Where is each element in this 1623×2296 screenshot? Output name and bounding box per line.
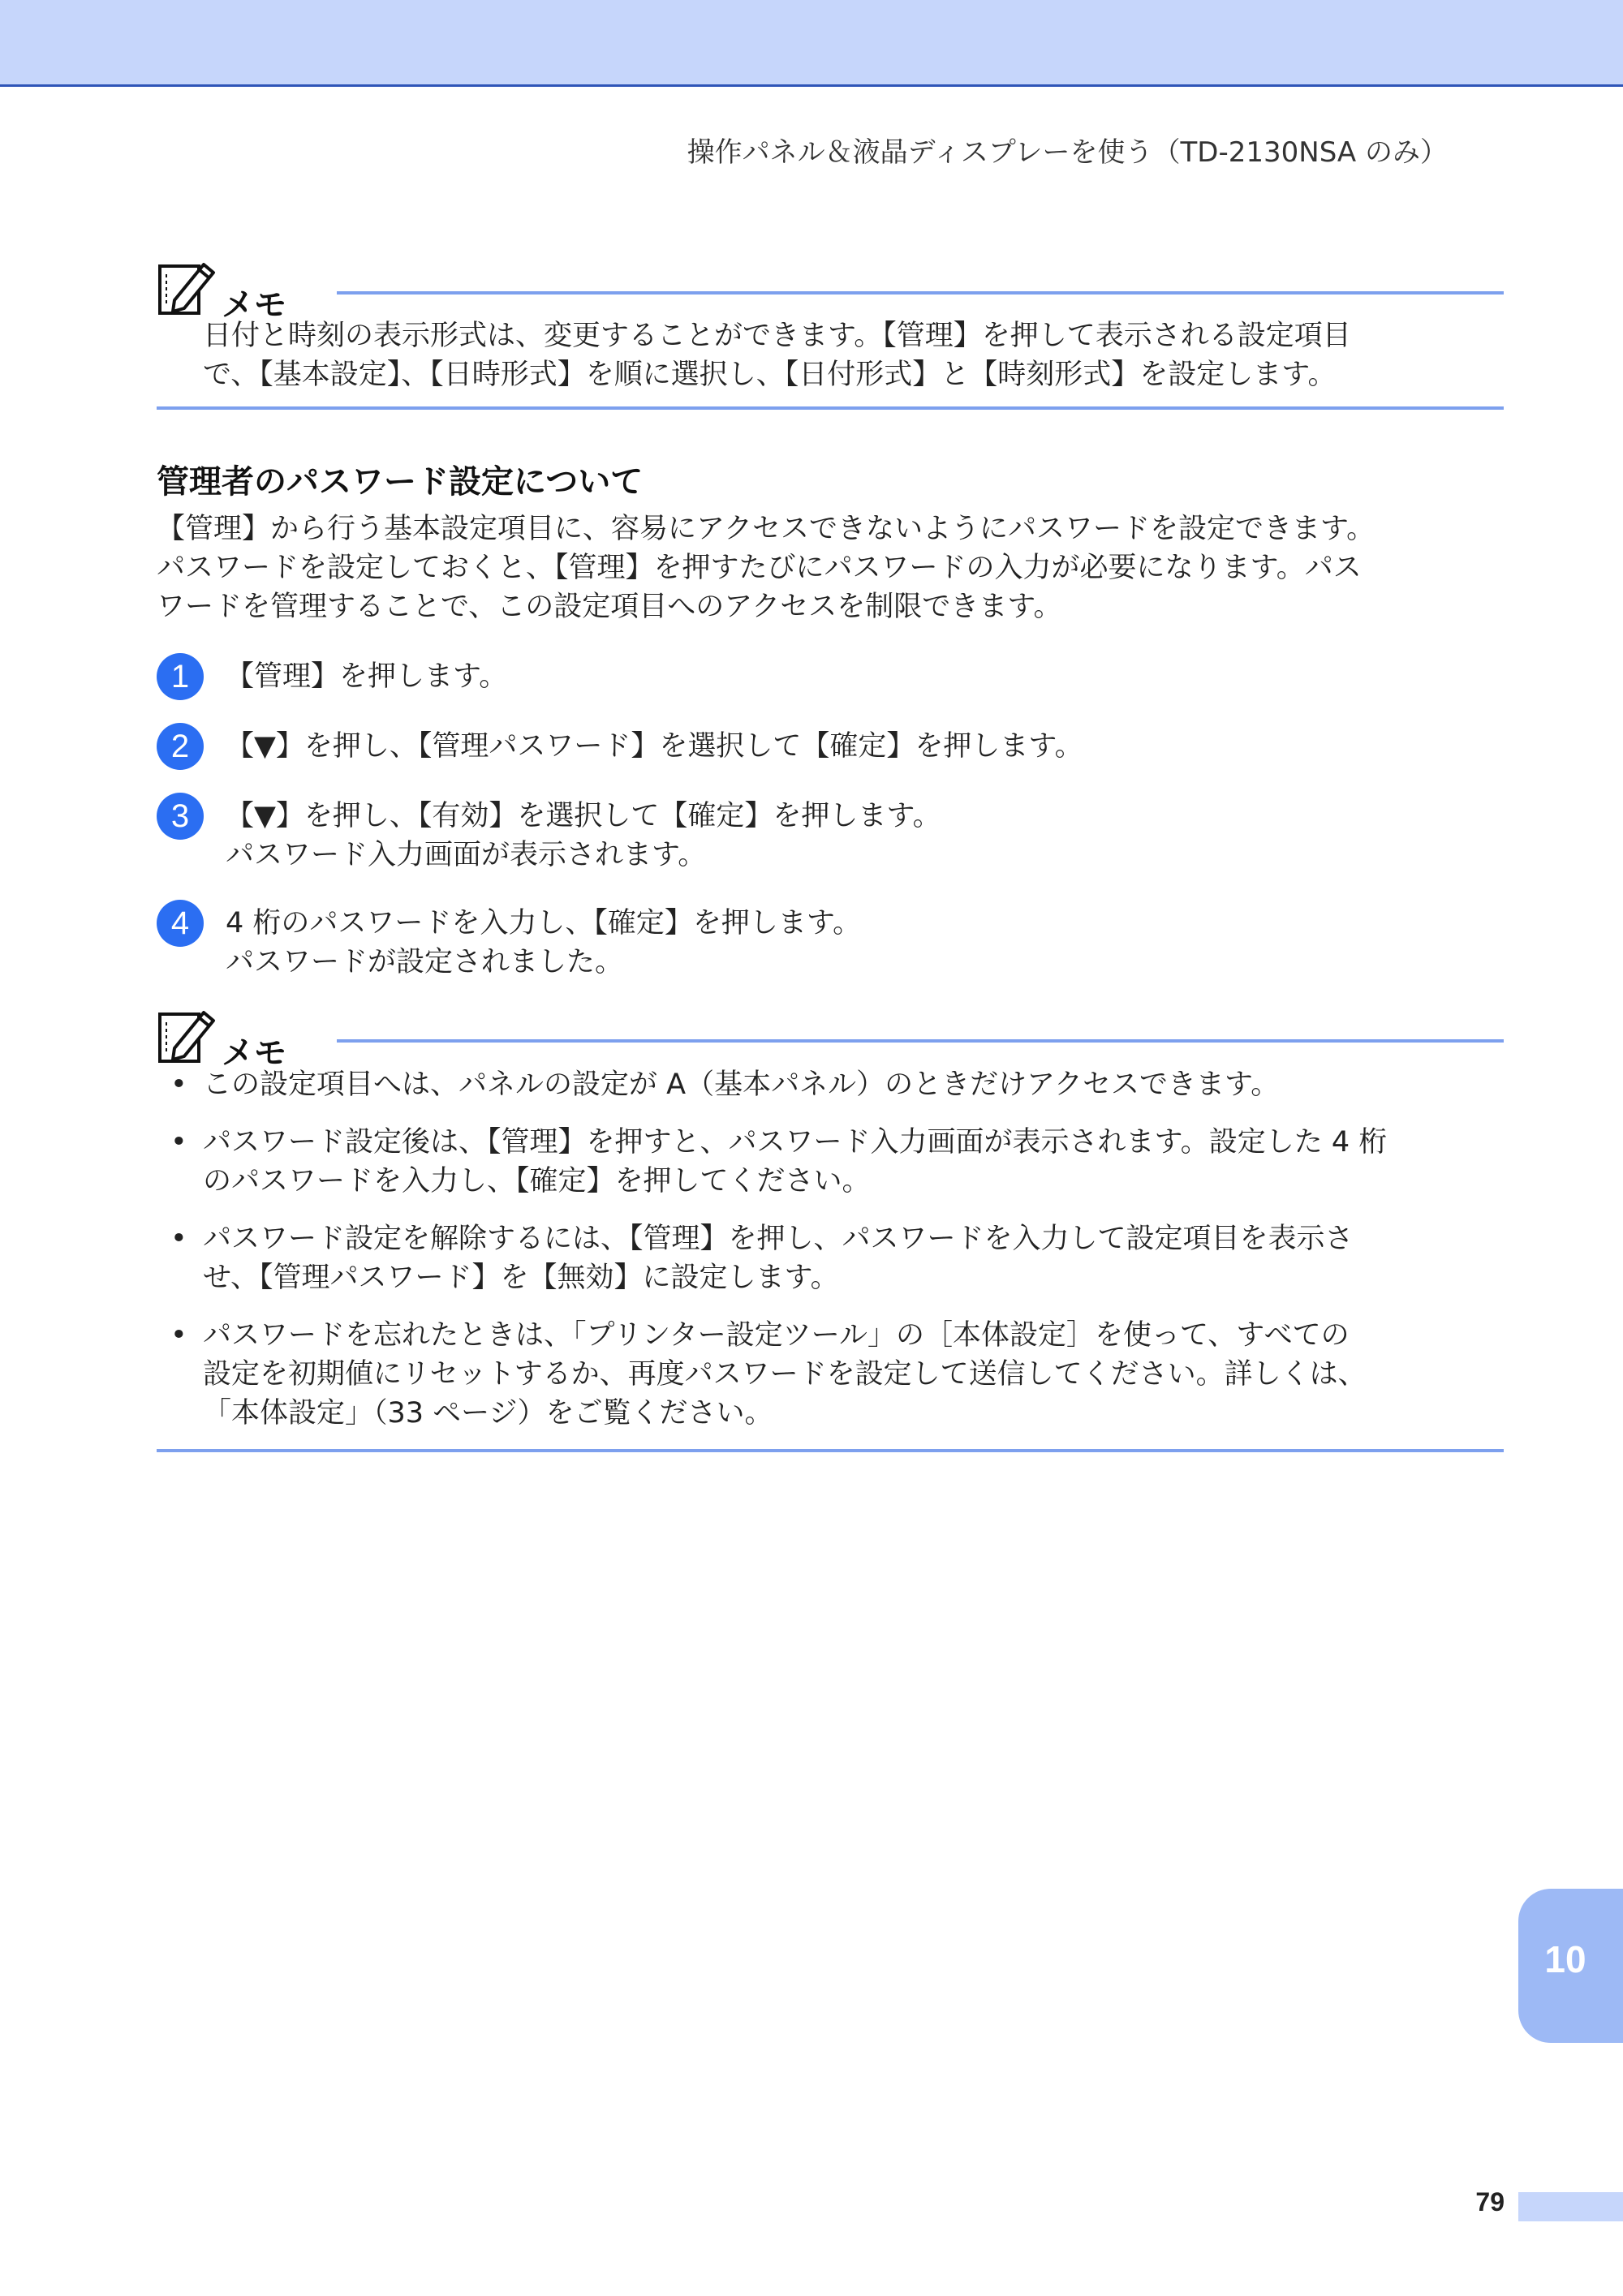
step-number-badge: 4 — [157, 900, 204, 947]
step-line: パスワード入力画面が表示されます。 — [226, 839, 707, 871]
bullet-line: 設定を初期値にリセットするか、再度パスワードを設定して送信してください。詳しくは、 — [203, 1358, 1367, 1391]
bullet-text — [203, 1316, 1509, 1433]
memo-header — [157, 258, 1504, 323]
bullet-text — [203, 1219, 1509, 1297]
intro-paragraph — [157, 510, 1510, 626]
bullet-line: 「本体設定」（33 ページ）をご覧ください。 — [203, 1397, 773, 1430]
memo-text-line: で、【基本設定】、【日時形式】を順に選択し、【日付形式】と【時刻形式】を設定します。 — [203, 359, 1337, 391]
bullet-line: パスワード設定を解除するには、【管理】を押し、パスワードを入力して設定項目を表示さ — [203, 1223, 1354, 1255]
step-number-badge: 2 — [157, 723, 204, 770]
page-number-bar — [1518, 2192, 1623, 2221]
page-number: 79 — [1475, 2187, 1505, 2216]
step-number-badge: 3 — [157, 793, 204, 840]
memo-bottom-rule — [157, 406, 1504, 410]
step-text: 【▼】を押し、【管理パスワード】を選択して【確定】を押します。 — [226, 730, 1083, 763]
bullet-dot: • — [170, 1223, 187, 1255]
step-line: パスワードが設定されました。 — [226, 946, 624, 978]
bullet-line: のパスワードを入力し、【確定】を押してください。 — [203, 1165, 871, 1197]
memo-text-line: 日付と時刻の表示形式は、変更することができます。【管理】を押して表示される設定項目 — [203, 320, 1351, 352]
intro-line: 【管理】から行う基本設定項目に、容易にアクセスできないようにパスワードを設定できます。 — [157, 513, 1375, 545]
step-line: 4 桁のパスワードを入力し、【確定】を押します。 — [226, 907, 862, 939]
memo-rule — [337, 1039, 1504, 1043]
top-header-band — [0, 0, 1623, 87]
memo-pencil-icon — [157, 1006, 220, 1066]
intro-line: ワードを管理することで、この設定項目へのアクセスを制限できます。 — [157, 591, 1062, 623]
bullet-dot: • — [170, 1068, 187, 1101]
step-line: 【▼】を押し、【有効】を選択して【確定】を押します。 — [226, 800, 941, 832]
intro-line: パスワードを設定しておくと、【管理】を押すたびにパスワードの入力が必要になります。パス — [157, 552, 1362, 584]
step-text — [226, 904, 1500, 982]
bullet-text — [203, 1123, 1509, 1201]
section-title: 管理者のパスワード設定について — [157, 463, 644, 501]
memo-header — [157, 1006, 1504, 1071]
memo-rule — [337, 291, 1504, 295]
bullet-line: せ、【管理パスワード】を【無効】に設定します。 — [203, 1262, 839, 1294]
bullet-line: パスワードを忘れたときは、「プリンター設定ツール」の［本体設定］を使って、すべての — [203, 1319, 1350, 1352]
step-number-badge: 1 — [157, 653, 204, 700]
step-text: 【管理】を押します。 — [226, 660, 508, 693]
memo-label: メモ — [222, 1034, 286, 1072]
bullet-line: この設定項目へは、パネルの設定が A（基本パネル）のときだけアクセスできます。 — [203, 1068, 1280, 1101]
bullet-text — [203, 1065, 1509, 1104]
memo-label: メモ — [222, 286, 286, 324]
bullet-line: パスワード設定後は、【管理】を押すと、パスワード入力画面が表示されます。設定した 4 桁 — [203, 1126, 1388, 1159]
step-text — [226, 797, 1500, 875]
memo-bottom-rule — [157, 1449, 1504, 1452]
bullet-dot: • — [170, 1319, 187, 1352]
memo-pencil-icon — [157, 258, 220, 318]
bullet-dot: • — [170, 1126, 187, 1159]
chapter-number: 10 — [1544, 1938, 1586, 1980]
running-header: 操作パネル＆液晶ディスプレーを使う（TD-2130NSA のみ） — [687, 136, 1448, 169]
